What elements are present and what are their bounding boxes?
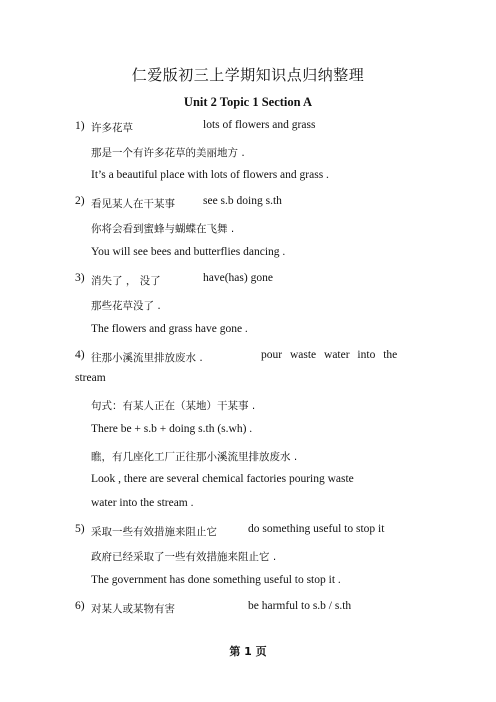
example-english: It’s a beautiful place with lots of flowers and grass . bbox=[91, 169, 329, 181]
example-english-continued: water into the stream . bbox=[91, 497, 194, 509]
example-chinese: 瞧，有几座化工厂正往那小溪流里排放废水 . bbox=[91, 451, 298, 463]
example-english: You will see bees and butterflies dancing . bbox=[91, 246, 286, 258]
item-number: 2) bbox=[75, 195, 85, 207]
item-number: 1) bbox=[75, 120, 85, 132]
item-english: do something useful to stop it bbox=[248, 523, 385, 535]
item-number: 6) bbox=[75, 600, 85, 612]
item-chinese: 许多花草 bbox=[91, 122, 133, 134]
item-chinese: 消失了 ， 没了 bbox=[91, 275, 161, 287]
pattern-english: There be + s.b + doing s.th (s.wh) . bbox=[91, 423, 253, 435]
item-chinese: 往那小溪流里排放废水 . bbox=[91, 352, 203, 364]
list-item bbox=[75, 119, 85, 132]
item-number: 5) bbox=[75, 523, 85, 535]
item-chinese: 看见某人在干某事 bbox=[91, 198, 175, 210]
item-english-continued: stream bbox=[75, 372, 106, 384]
example-chinese: 那些花草没了 . bbox=[91, 300, 161, 312]
item-english: pour waste water into the bbox=[261, 349, 398, 361]
item-number: 4) bbox=[75, 349, 85, 361]
item-chinese: 对某人或某物有害 bbox=[91, 603, 175, 615]
section-subtitle: Unit 2 Topic 1 Section A bbox=[183, 95, 313, 109]
item-chinese: 采取一些有效措施来阻止它 bbox=[91, 526, 217, 538]
example-english: The government has done something useful to stop it . bbox=[91, 574, 341, 586]
example-english: The flowers and grass have gone . bbox=[91, 323, 248, 335]
example-chinese: 政府已经采取了一些有效措施来阻止它 . bbox=[91, 551, 277, 563]
item-english: have(has) gone bbox=[203, 272, 273, 284]
page-title: 仁爱版初三上学期知识点归纳整理 bbox=[131, 66, 365, 84]
item-english: lots of flowers and grass bbox=[203, 119, 316, 131]
example-chinese: 那是一个有许多花草的美丽地方 . bbox=[91, 147, 245, 159]
item-number: 3) bbox=[75, 272, 85, 284]
item-english: see s.b doing s.th bbox=[203, 195, 282, 207]
item-english: be harmful to s.b / s.th bbox=[248, 600, 352, 612]
page-footer: 第 1 页 bbox=[229, 645, 267, 658]
pattern-chinese: 句式：有某人正在（某地）干某事 . bbox=[91, 400, 256, 412]
example-chinese: 你将会看到蜜蜂与蝴蝶在飞舞 . bbox=[91, 223, 235, 235]
example-english: Look , there are several chemical factories pouring waste bbox=[91, 473, 354, 485]
